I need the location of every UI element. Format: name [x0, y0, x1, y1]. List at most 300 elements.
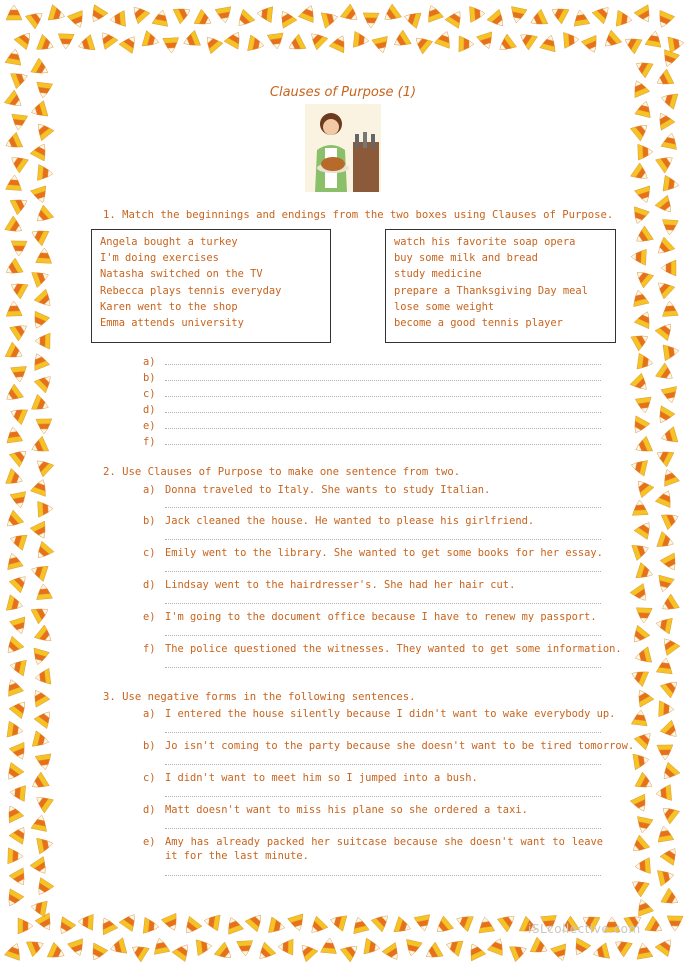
candy-corn-icon	[87, 943, 108, 964]
candy-corn-icon	[48, 5, 67, 25]
candy-corn-icon	[659, 427, 678, 447]
candy-corn-icon	[3, 802, 24, 822]
candy-corn-icon	[660, 676, 682, 698]
candy-corn-icon	[180, 916, 202, 938]
candy-corn-icon	[29, 311, 50, 331]
candy-corn-icon	[268, 917, 286, 936]
candy-corn-icon	[76, 35, 95, 55]
candy-corn-icon	[10, 319, 31, 341]
candy-corn-icon	[26, 936, 46, 957]
candy-corn-icon	[371, 910, 393, 932]
candy-corn-icon	[196, 938, 213, 956]
answer-row[interactable]	[143, 400, 601, 416]
candy-corn-icon	[30, 648, 50, 667]
candy-corn-icon	[151, 937, 170, 955]
candy-corn-icon	[631, 709, 649, 726]
candy-corn-icon	[32, 205, 54, 227]
candy-corn-icon	[636, 608, 653, 624]
ending-item: watch his favorite soap opera	[394, 236, 576, 248]
match-answer-lines	[143, 352, 601, 448]
candy-corn-icon	[403, 939, 422, 957]
candy-corn-icon	[350, 915, 369, 933]
candy-corn-icon	[635, 397, 653, 414]
section3-item	[143, 803, 603, 817]
candy-corn-icon	[6, 595, 24, 614]
candy-corn-icon	[67, 11, 87, 31]
section3-heading: 3. Use negative forms in the following sentences.	[103, 691, 416, 703]
candy-corn-icon	[658, 802, 680, 824]
item-label: d)	[143, 579, 156, 591]
answer-line[interactable]	[165, 388, 601, 397]
candy-corn-icon	[4, 551, 23, 569]
candy-corn-icon	[645, 30, 663, 48]
answer-row[interactable]	[143, 352, 601, 368]
candy-corn-icon	[653, 446, 674, 467]
candy-corn-icon	[97, 914, 118, 934]
item-label: d)	[143, 804, 156, 816]
ending-item: prepare a Thanksgiving Day meal	[394, 284, 588, 297]
item-text: I entered the house silently because I didn't want to wake everybody up.	[165, 708, 616, 720]
candy-corn-icon	[119, 32, 141, 53]
candy-corn-icon	[459, 36, 474, 52]
candy-corn-icon	[630, 163, 651, 185]
candy-corn-icon	[276, 7, 297, 28]
candy-corn-icon	[630, 583, 652, 604]
answer-line[interactable]	[165, 763, 601, 765]
candy-corn-icon	[653, 277, 675, 299]
answer-line[interactable]	[165, 570, 601, 572]
candy-corn-icon	[34, 668, 51, 686]
candy-corn-icon	[632, 500, 649, 516]
candy-corn-icon	[661, 132, 680, 150]
candy-corn-icon	[661, 219, 678, 235]
candy-corn-icon	[172, 940, 194, 962]
candy-corn-icon	[632, 476, 654, 498]
candy-corn-icon	[256, 5, 273, 22]
candy-corn-icon	[32, 791, 53, 813]
candy-corn-icon	[654, 10, 675, 30]
candy-corn-icon	[469, 5, 485, 22]
candy-corn-icon	[663, 343, 680, 361]
candy-corn-icon	[2, 636, 24, 658]
candy-corn-icon	[10, 114, 28, 131]
candy-corn-icon	[119, 910, 141, 931]
candy-corn-icon	[9, 784, 25, 801]
candy-corn-icon	[32, 455, 54, 477]
candy-corn-icon	[30, 140, 51, 161]
candy-corn-icon	[635, 99, 654, 117]
candy-corn-icon	[390, 30, 411, 52]
candy-corn-icon	[630, 207, 650, 226]
item-text: Lindsay went to the hairdresser's. She had her hair cut.	[165, 579, 516, 591]
ending-item: buy some milk and bread	[394, 252, 538, 265]
candy-corn-icon	[2, 762, 24, 784]
section3-item	[143, 771, 603, 785]
candy-corn-icon	[661, 300, 678, 316]
candy-corn-icon	[32, 731, 50, 750]
item-text: Jo isn't coming to the party because she doesn't want to be tired tomorrow.	[165, 740, 635, 752]
candy-corn-icon	[14, 28, 36, 50]
candy-corn-icon	[340, 940, 362, 962]
answer-label: f)	[143, 436, 156, 448]
section2-item	[143, 514, 603, 528]
candy-corn-icon	[572, 9, 590, 26]
candy-corn-icon	[487, 936, 507, 956]
candy-corn-icon	[422, 942, 443, 963]
answer-line[interactable]	[165, 731, 601, 733]
candy-corn-icon	[36, 248, 53, 264]
candy-corn-icon	[34, 625, 56, 647]
candy-corn-icon	[58, 34, 75, 50]
candy-corn-icon	[29, 351, 49, 371]
candy-corn-icon	[30, 521, 51, 541]
candy-corn-icon	[630, 288, 649, 306]
candy-corn-icon	[477, 32, 497, 51]
answer-line[interactable]	[165, 666, 601, 668]
candy-corn-icon	[5, 342, 25, 363]
candy-corn-icon	[78, 914, 94, 931]
section2-item	[143, 642, 622, 656]
candy-corn-icon	[18, 918, 33, 934]
answer-row[interactable]	[143, 384, 601, 400]
candy-corn-icon	[340, 4, 362, 26]
candy-corn-icon	[634, 309, 655, 329]
candy-corn-icon	[285, 34, 306, 55]
candy-corn-icon	[298, 3, 318, 23]
candy-corn-icon	[128, 2, 150, 24]
candy-corn-icon	[633, 647, 651, 666]
candy-corn-icon	[152, 9, 171, 27]
candy-corn-icon	[632, 266, 654, 288]
candy-corn-icon	[296, 940, 318, 962]
item-label: b)	[143, 515, 156, 527]
candy-corn-icon	[629, 457, 647, 476]
candy-corn-icon	[30, 899, 48, 917]
candy-corn-icon	[161, 913, 182, 933]
answer-line[interactable]	[165, 506, 601, 508]
candy-corn-icon	[3, 132, 23, 153]
answer-line[interactable]	[165, 420, 601, 429]
candy-corn-icon	[143, 917, 160, 934]
candy-corn-icon	[655, 488, 676, 508]
answer-line[interactable]	[165, 404, 601, 413]
candy-corn-icon	[29, 101, 48, 121]
beginning-item: Emma attends university	[100, 317, 244, 330]
candy-corn-icon	[9, 868, 30, 889]
candy-corn-icon	[629, 666, 649, 687]
section2-item	[143, 546, 603, 560]
answer-line[interactable]	[165, 356, 601, 365]
candy-corn-icon	[654, 109, 675, 130]
candy-corn-icon	[628, 835, 650, 857]
candy-corn-icon	[655, 319, 677, 341]
page-title: Clauses of Purpose (1)	[269, 85, 417, 100]
candy-corn-icon	[634, 518, 656, 539]
candy-corn-icon	[306, 28, 328, 50]
candy-corn-icon	[25, 7, 47, 29]
candy-corn-icon	[36, 419, 52, 434]
candy-corn-icon	[5, 48, 23, 66]
item-text: Jack cleaned the house. He wanted to please his girlfriend.	[165, 515, 535, 527]
candy-corn-icon	[31, 814, 50, 832]
candy-corn-icon	[4, 941, 24, 961]
candy-corn-icon	[657, 745, 673, 760]
candy-corn-icon	[34, 371, 56, 393]
woman-with-turkey-illustration	[305, 104, 381, 192]
answer-line[interactable]	[165, 634, 601, 636]
answer-line[interactable]	[165, 538, 601, 540]
candy-corn-icon	[11, 366, 28, 382]
candy-corn-icon	[254, 942, 276, 964]
candy-corn-icon	[659, 467, 679, 487]
candy-corn-icon	[611, 935, 632, 957]
candy-corn-icon	[645, 916, 666, 937]
section1-heading: 1. Match the beginnings and endings from the two boxes using Clauses of Purpose.	[103, 209, 614, 221]
candy-corn-icon	[633, 436, 653, 457]
candy-corn-icon	[32, 267, 52, 287]
candy-corn-icon	[527, 9, 547, 30]
candy-corn-icon	[181, 30, 201, 50]
candy-corn-icon	[306, 916, 328, 938]
candy-corn-icon	[667, 916, 683, 931]
candy-corn-icon	[454, 911, 474, 931]
candy-corn-icon	[432, 916, 454, 938]
candy-corn-icon	[203, 913, 220, 931]
candy-corn-icon	[9, 571, 31, 593]
section3-item	[143, 739, 635, 753]
candy-corn-icon	[660, 844, 682, 865]
section3-item	[143, 707, 616, 721]
candy-corn-icon	[37, 165, 53, 182]
candy-corn-icon	[663, 175, 680, 193]
candy-corn-icon	[67, 939, 87, 958]
candy-corn-icon	[32, 119, 54, 141]
section3-item	[143, 835, 603, 863]
candy-corn-icon	[35, 583, 52, 599]
candy-corn-icon	[173, 3, 193, 24]
candy-corn-icon	[10, 194, 31, 215]
candy-corn-icon	[382, 943, 404, 964]
candy-corn-icon	[633, 897, 653, 917]
candy-corn-icon	[278, 939, 293, 955]
candy-corn-icon	[616, 10, 633, 28]
candy-corn-icon	[142, 31, 161, 51]
candy-corn-icon	[128, 940, 149, 962]
candy-corn-icon	[9, 657, 27, 676]
candy-corn-icon	[10, 617, 30, 636]
beginning-item: Rebecca plays tennis everyday	[100, 284, 282, 297]
candy-corn-icon	[660, 720, 682, 742]
endings-box	[385, 229, 616, 343]
candy-corn-icon	[6, 301, 23, 317]
item-label: c)	[143, 772, 156, 784]
candy-corn-icon	[28, 772, 49, 794]
beginning-item: Angela bought a turkey	[100, 236, 238, 248]
candy-corn-icon	[653, 237, 675, 259]
candy-corn-icon	[655, 935, 677, 957]
candy-corn-icon	[9, 697, 31, 719]
candy-corn-icon	[248, 35, 266, 54]
candy-corn-icon	[630, 373, 652, 395]
answer-row[interactable]	[143, 368, 601, 384]
candy-corn-icon	[444, 937, 463, 957]
candy-corn-icon	[657, 867, 675, 886]
candy-corn-icon	[9, 445, 31, 467]
candy-corn-icon	[31, 186, 51, 205]
answer-row[interactable]	[143, 416, 601, 432]
ending-item: study medicine	[394, 268, 482, 281]
candy-corn-icon	[3, 677, 23, 697]
candy-corn-icon	[445, 7, 467, 28]
candy-corn-icon	[109, 11, 125, 28]
candy-corn-icon	[35, 754, 53, 771]
candy-corn-icon	[31, 394, 51, 414]
candy-corn-icon	[353, 31, 370, 48]
candy-corn-icon	[414, 915, 433, 933]
candy-corn-icon	[328, 912, 347, 931]
candy-corn-icon	[245, 910, 267, 932]
candy-corn-icon	[621, 33, 642, 54]
beginning-item: I'm doing exercises	[100, 252, 219, 265]
item-label: c)	[143, 547, 156, 559]
candy-corn-icon	[636, 563, 655, 583]
item-text: The police questioned the witnesses. They wanted to get some information.	[165, 643, 622, 655]
candy-corn-icon	[37, 34, 57, 54]
candy-corn-icon	[592, 2, 614, 24]
candy-corn-icon	[497, 910, 519, 932]
candy-corn-icon	[329, 32, 350, 52]
candy-corn-icon	[637, 353, 654, 371]
candy-corn-icon	[654, 406, 675, 427]
answer-row[interactable]	[143, 432, 601, 448]
candy-corn-icon	[632, 541, 651, 561]
item-text: Emily went to the library. She wanted to get some books for her essay.	[165, 547, 603, 559]
candy-corn-icon	[29, 562, 48, 582]
answer-line[interactable]	[165, 874, 601, 876]
beginning-item: Karen went to the shop	[100, 300, 238, 313]
candy-corn-icon	[224, 28, 245, 49]
candy-corn-icon	[631, 249, 647, 266]
candy-corn-icon	[364, 938, 381, 956]
candy-corn-icon	[660, 553, 681, 574]
candy-corn-icon	[194, 9, 215, 30]
candy-corn-icon	[628, 875, 649, 897]
candy-corn-icon	[9, 823, 31, 844]
answer-line[interactable]	[165, 436, 601, 445]
candy-corn-icon	[655, 785, 671, 802]
candy-corn-icon	[402, 9, 421, 29]
candy-corn-icon	[658, 634, 680, 656]
candy-corn-icon	[581, 35, 602, 55]
candy-corn-icon	[551, 944, 571, 963]
candy-corn-icon	[201, 32, 223, 54]
candy-corn-icon	[37, 835, 55, 854]
candy-corn-icon	[31, 603, 52, 624]
answer-line[interactable]	[165, 795, 601, 797]
item-text: I didn't want to meet him so I jumped into a bush.	[165, 772, 478, 784]
candy-corn-icon	[630, 119, 652, 141]
item-text: Donna traveled to Italy. She wants to study Italian.	[165, 484, 491, 496]
candy-corn-icon	[655, 363, 676, 385]
candy-corn-icon	[54, 917, 76, 938]
item-label: a)	[143, 708, 156, 720]
candy-corn-icon	[6, 5, 22, 20]
candy-corn-icon	[530, 937, 550, 958]
candy-corn-icon	[634, 816, 653, 834]
candy-corn-icon	[2, 510, 24, 532]
candy-corn-icon	[411, 32, 433, 54]
candy-corn-icon	[635, 942, 653, 960]
beginnings-box	[91, 229, 331, 343]
candy-corn-icon	[233, 9, 255, 31]
candy-corn-icon	[223, 915, 243, 935]
candy-corn-icon	[487, 9, 509, 31]
candy-corn-icon	[629, 416, 650, 437]
candy-corn-icon	[28, 225, 48, 246]
beginning-item: Natasha switched on the TV	[100, 268, 263, 281]
candy-corn-icon	[2, 258, 23, 279]
candy-corn-icon	[86, 5, 108, 26]
item-label: f)	[143, 643, 156, 655]
candy-corn-icon	[635, 772, 656, 793]
candy-corn-icon	[30, 477, 50, 497]
candy-corn-icon	[628, 625, 650, 647]
candy-corn-icon	[214, 942, 236, 964]
candy-corn-icon	[509, 941, 529, 961]
candy-corn-icon	[668, 35, 685, 53]
watermark: iSLcollective.com	[528, 922, 641, 936]
candy-corn-icon	[632, 57, 653, 78]
answer-line[interactable]	[165, 827, 601, 829]
candy-corn-icon	[321, 937, 338, 953]
candy-corn-icon	[635, 186, 655, 205]
candy-corn-icon	[563, 31, 579, 48]
answer-line[interactable]	[165, 602, 601, 604]
candy-corn-icon	[659, 701, 675, 718]
candy-corn-icon	[11, 241, 27, 256]
candy-corn-icon	[540, 33, 559, 52]
candy-corn-icon	[658, 762, 680, 784]
candy-corn-icon	[29, 436, 49, 457]
candy-corn-icon	[634, 858, 650, 875]
candy-corn-icon	[32, 878, 54, 899]
candy-corn-icon	[658, 594, 679, 616]
candy-corn-icon	[516, 28, 537, 50]
candy-corn-icon	[34, 289, 56, 311]
candy-corn-icon	[35, 333, 50, 349]
candy-corn-icon	[7, 151, 28, 173]
candy-corn-icon	[657, 531, 676, 551]
candy-corn-icon	[108, 938, 127, 957]
candy-corn-icon	[7, 278, 28, 299]
answer-label: c)	[143, 388, 156, 400]
section2-item	[143, 610, 603, 624]
candy-corn-icon	[215, 7, 233, 25]
candy-corn-icon	[380, 4, 402, 26]
candy-corn-icon	[96, 28, 118, 50]
candy-corn-icon	[6, 174, 23, 190]
candy-corn-icon	[548, 3, 569, 24]
candy-corn-icon	[634, 5, 655, 26]
answer-line[interactable]	[165, 372, 601, 381]
candy-corn-icon	[8, 404, 28, 425]
candy-corn-icon	[508, 6, 527, 24]
candy-corn-icon	[5, 216, 26, 238]
candy-corn-icon	[495, 34, 517, 56]
candy-corn-icon	[237, 941, 254, 957]
candy-corn-icon	[29, 686, 50, 707]
candy-corn-icon	[35, 913, 56, 934]
